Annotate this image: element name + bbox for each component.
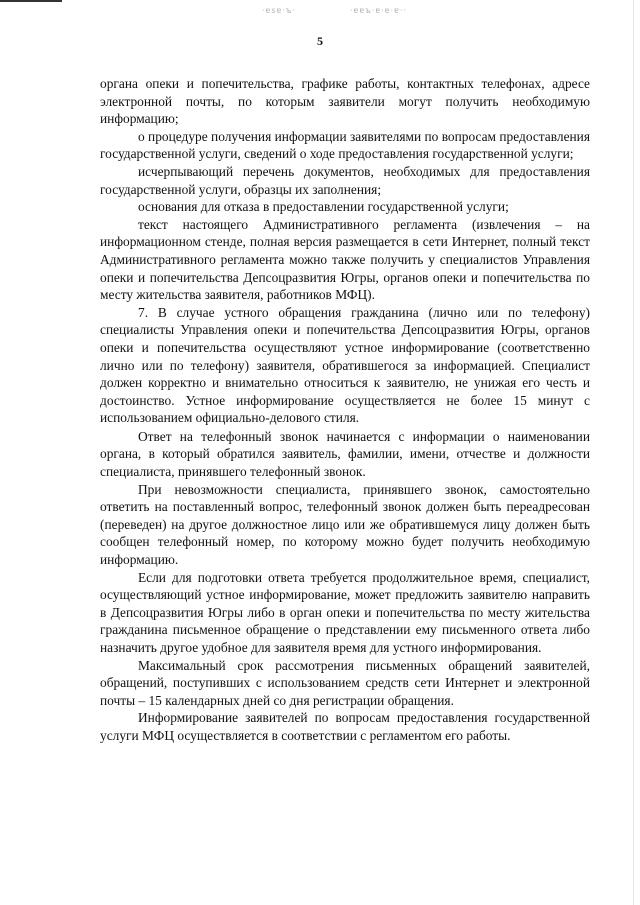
paragraph-1: органа опеки и попечительства, графике работы, контактных телефонах, адресе электронной почты, по которым заявители могут получить необходимую информацию; bbox=[100, 76, 590, 127]
paragraph-9: Если для подготовки ответа требуется продолжительное время, специалист, осуществляющий устное информирование, может предложить заявителю направить в Депсоцразвития Югры либо в орган опеки и попечительства по месту жительства гражданина письменное обращение о представлении ему письменного ответа либо назначить другое удобное для заявителя время для устного информирования. bbox=[100, 569, 590, 655]
paragraph-8: При невозможности специалиста, принявшего звонок, самостоятельно ответить на поставленный вопрос, телефонный звонок должен быть переадресован (переведен) на другое должностное лицо или же обратившемуся лицу должен быть сообщен телефонный номер, по которому можно будет получить необходимую информацию. bbox=[100, 481, 590, 568]
scan-artifact-left: ·ɐѕɐ·ъ· bbox=[262, 6, 297, 15]
paragraph-3: исчерпывающий перечень документов, необходимых для предоставления государственной услуги, образцы их заполнения; bbox=[100, 163, 590, 197]
paragraph-2: о процедуре получения информации заявителями по вопросам предоставления государственной услуги, сведений о ходе предоставления государственной услуги; bbox=[100, 128, 591, 162]
paragraph-5: текст настоящего Административного регламента (извлечения – на информационном стенде, полная версия размещается в сети Интернет, полный текст Административного регламента можно также получить у специалистов Управления опеки и попечительства Депсоцразвития Югры, органов опеки и попечительства по месту жительства заявителя, работников МФЦ). bbox=[100, 216, 590, 303]
paragraph-10: Максимальный срок рассмотрения письменных обращений заявителей, обращений, поступивших с использованием средств сети Интернет и электронной почты – 15 календарных дней со дня регистрации обращения. bbox=[100, 657, 590, 708]
scan-artifact-right: ·ɐɐъ·ɐ·ɐ·ɐ·· bbox=[350, 6, 407, 15]
paragraph-11: Информирование заявителей по вопросам предоставления государственной услуги МФЦ осуществляется в соответствии с регламентом его работы. bbox=[100, 710, 590, 743]
scan-corner-mark bbox=[0, 0, 62, 2]
document-body bbox=[100, 75, 590, 745]
paragraph-6-item-7: 7. В случае устного обращения гражданина (лично или по телефону) специалисты Управления опеки и попечительства Депсоцразвития Югры, органов опеки и попечительства осуществляют устное информирование (соответственно лично или по телефону) заявителя, обратившегося за информацией. Специалист должен корректно и внимательно относиться к заявителю, не унижая его честь и достоинство. Устное информирование осуществляется не более 15 минут с использованием официально-делового стиля. bbox=[100, 304, 590, 426]
page-number: 5 bbox=[317, 34, 323, 48]
scan-edge-line bbox=[633, 0, 634, 905]
paragraph-4: основания для отказа в предоставлении государственной услуги; bbox=[138, 199, 509, 215]
paragraph-7: Ответ на телефонный звонок начинается с информации о наименовании органа, в который обратился заявитель, фамилии, имени, отчестве и должности специалиста, принявшего телефонный звонок. bbox=[100, 428, 590, 480]
